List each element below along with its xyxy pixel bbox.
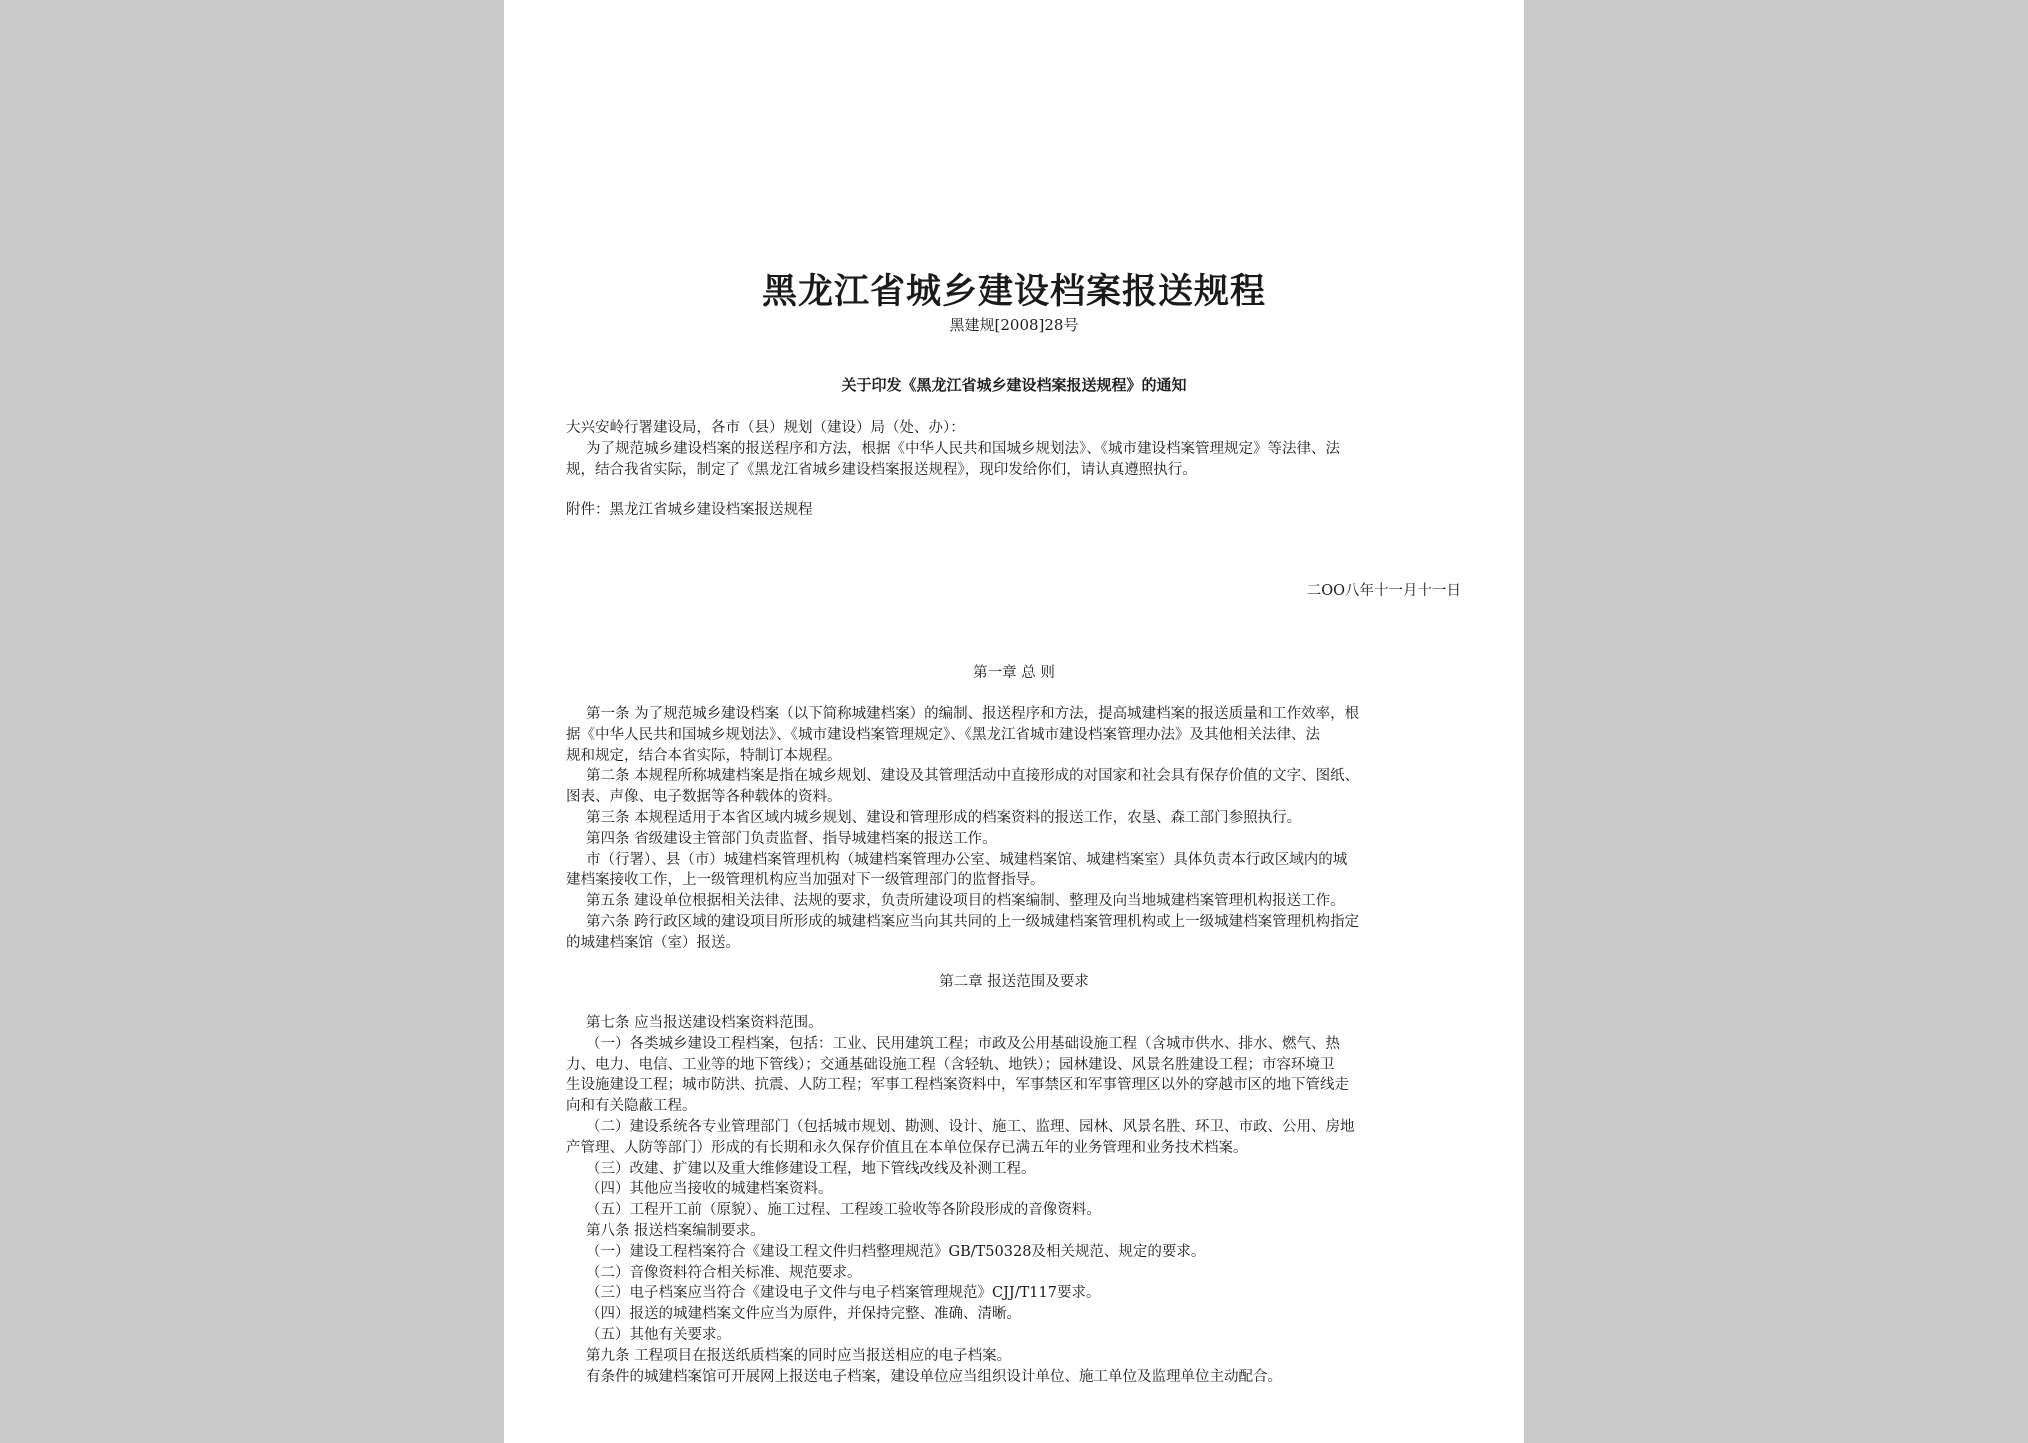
chapter2-title: 第二章 报送范围及要求 [939,974,1089,990]
document-date: 二OO八年十一月十一日 [1306,583,1461,599]
article-line: 建档案接收工作，上一级管理机构应当加强对下一级管理部门的监督指导。 [566,872,1045,889]
document-number: 黑建规[2008]28号 [949,316,1079,334]
article-line: 向和有关隐蔽工程。 [566,1098,697,1115]
intro-line: 为了规范城乡建设档案的报送程序和方法，根据《中华人民共和国城乡规划法》、《城市建设档案管理规定》等法律、法 [586,440,1340,457]
article-line: （二）音像资料符合相关标准、规范要求。 [586,1264,862,1281]
article-line: （一）建设工程档案符合《建设工程文件归档整理规范》GB/T50328及相关规范、规定的要求。 [586,1243,1206,1260]
article-line: （四）报送的城建档案文件应当为原件，并保持完整、准确、清晰。 [586,1306,1021,1323]
article-line: 有条件的城建档案馆可开展网上报送电子档案，建设单位应当组织设计单位、施工单位及监理单位主动配合。 [586,1368,1282,1385]
article-line: 第九条 工程项目在报送纸质档案的同时应当报送相应的电子档案。 [586,1347,1012,1364]
chapter1-title: 第一章 总 则 [973,665,1055,681]
article-line: 规和规定，结合本省实际，特制订本规程。 [566,747,842,764]
article-line: 生设施建设工程；城市防洪、抗震、人防工程；军事工程档案资料中，军事禁区和军事管理区以外的穿越市区的地下管线走 [566,1077,1349,1094]
article-line: 图表、声像、电子数据等各种载体的资料。 [566,789,842,806]
article-line: （二）建设系统各专业管理部门（包括城市规划、勘测、设计、施工、监理、园林、风景名胜、环卫、市政、公用、房地 [586,1118,1355,1135]
intro-paragraph [566,418,1462,480]
article-line: 第八条 报送档案编制要求。 [586,1222,765,1239]
article-line: 的城建档案馆（室）报送。 [566,934,740,951]
article-line: （五）其他有关要求。 [586,1326,731,1343]
document-page [504,0,1524,1443]
article-line: 第三条 本规程适用于本省区域内城乡规划、建设和管理形成的档案资料的报送工作，农垦、森工部门参照执行。 [586,809,1302,826]
attachment-line: 附件：黑龙江省城乡建设档案报送规程 [566,502,813,518]
article-line: 第一条 为了规范城乡建设档案（以下简称城建档案）的编制、报送程序和方法，提高城建档案的报送质量和工作效率，根 [586,706,1360,722]
article-line: （一）各类城乡建设工程档案，包括：工业、民用建筑工程；市政及公用基础设施工程（含城市供水、排水、燃气、热 [586,1035,1340,1052]
article-line: 第四条 省级建设主管部门负责监督、指导城建档案的报送工作。 [586,830,997,847]
article-line: 据《中华人民共和国城乡规划法》、《城市建设档案管理规定》、《黑龙江省城市建设档案管理办法》及其他相关法律、法 [566,726,1320,743]
chapter2-body [566,1013,1462,1387]
attachment-block [566,500,1462,521]
article-line: （五）工程开工前（原貌）、施工过程、工程竣工验收等各阶段形成的音像资料。 [586,1202,1101,1219]
article-line: 第二条 本规程所称城建档案是指在城乡规划、建设及其管理活动中直接形成的对国家和社会具有保存价值的文字、图纸、 [586,768,1360,785]
article-line: 产管理、人防等部门）形成的有长期和永久保存价值且在本单位保存已满五年的业务管理和业务技术档案。 [566,1139,1248,1156]
article-line: 市（行署）、县（市）城建档案管理机构（城建档案管理办公室、城建档案馆、城建档案室）具体负责本行政区域内的城 [586,851,1348,868]
intro-line: 规，结合我省实际，制定了《黑龙江省城乡建设档案报送规程》，现印发给你们，请认真遵照执行。 [566,461,1197,478]
article-line: 第五条 建设单位根据相关法律、法规的要求，负责所建设项目的档案编制、整理及向当地城建档案管理机构报送工作。 [586,893,1345,910]
notice-title: 关于印发《黑龙江省城乡建设档案报送规程》的通知 [841,376,1187,394]
article-line: 力、电力、电信、工业等的地下管线）；交通基础设施工程（含轻轨、地铁）；园林建设、风景名胜建设工程；市容环境卫 [566,1056,1335,1073]
chapter1-body [566,704,1462,954]
article-line: 第七条 应当报送建设档案资料范围。 [586,1015,823,1031]
article-line: （三）改建、扩建以及重大维修建设工程，地下管线改线及补测工程。 [586,1160,1036,1177]
intro-line: 大兴安岭行署建设局，各市（县）规划（建设）局（处、办）： [566,420,965,436]
article-line: 第六条 跨行政区域的建设项目所形成的城建档案应当向其共同的上一级城建档案管理机构或上一级城建档案管理机构指定 [586,913,1360,930]
article-line: （四）其他应当接收的城建档案资料。 [586,1181,833,1198]
article-line: （三）电子档案应当符合《建设电子文件与电子档案管理规范》CJJ/T117要求。 [586,1285,1101,1302]
document-title: 黑龙江省城乡建设档案报送规程 [761,271,1266,312]
